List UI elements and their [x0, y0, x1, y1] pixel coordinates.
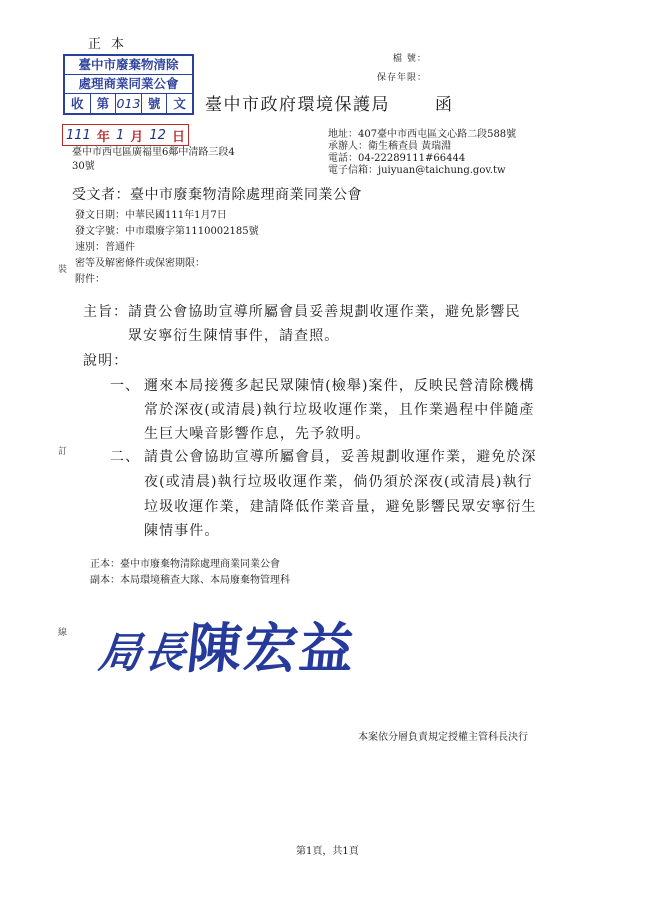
binding-mark: 訂	[58, 447, 68, 457]
stamp-number: 013	[116, 96, 141, 111]
retention-label: 保存年限：	[377, 73, 428, 83]
distribution-original: 正本：臺中市廢棄物清除處理商業同業公會	[90, 559, 280, 570]
stamp-cell: 文	[173, 96, 186, 111]
contact-handler: 承辦人：衛生稽查員 黃瑞淵	[328, 141, 452, 152]
subject-text: 眾安寧衍生陳情事件，請查照。	[128, 328, 340, 344]
signature-title: 局長	[96, 628, 190, 677]
subject-text: 請貴公會協助宣導所屬會員妥善規劃收運作業，避免影響民	[128, 304, 521, 320]
stamp-number-row	[65, 94, 192, 113]
attachments: 附件：	[75, 274, 105, 285]
stamp-cell: 收	[65, 94, 91, 113]
stamp-line2: 處理商業同業公會	[65, 75, 192, 94]
binding-mark: 裝	[58, 265, 68, 275]
page-indicator: 第1頁，共1頁	[296, 846, 359, 857]
stamp-line1: 臺中市廢棄物清除	[65, 56, 192, 75]
delegation-note: 本案依分層負責規定授權主管科長決行	[358, 732, 528, 743]
date-day: 12	[149, 127, 166, 143]
file-number-label: 檔 號：	[393, 54, 427, 64]
contact-address: 地址：407臺中市西屯區文心路二段588號	[328, 129, 517, 140]
issue-number: 發文字號：中市環廢字第1110002185號	[75, 226, 259, 237]
item-text: 夜(或清晨)執行垃圾收運作業，倘仍須於深夜(或清晨)執行	[144, 474, 533, 490]
issue-date: 發文日期：中華民國111年1月7日	[75, 210, 227, 221]
received-stamp	[63, 54, 194, 115]
delivery-speed: 速別：普通件	[75, 242, 135, 253]
stamp-cell: 第	[91, 94, 117, 113]
date-day-unit: 日	[171, 129, 185, 145]
item-number: 二、	[110, 449, 141, 465]
director-signature	[96, 606, 360, 683]
date-year: 111	[66, 127, 91, 143]
item-text: 垃圾收運作業，建請降低作業音量，避免影響民眾安寧衍生	[144, 499, 537, 515]
date-month: 1	[115, 127, 125, 143]
item-text: 常於深夜(或清晨)執行垃圾收運作業，且作業過程中伴隨產	[144, 402, 535, 418]
copy-type-label: 正本	[88, 37, 135, 52]
item-text: 陳情事件。	[144, 523, 220, 539]
recipient-address-line2: 30號	[72, 161, 95, 172]
agency-name: 臺中市政府環境保護局	[205, 95, 390, 115]
explanation-label: 說明：	[83, 353, 129, 369]
contact-phone: 電話：04-22289111#66444	[328, 153, 466, 164]
item-text: 生巨大噪音影響作息，先予敘明。	[144, 426, 371, 442]
recipient-line: 受文者：臺中市廢棄物清除處理商業同業公會	[72, 187, 362, 203]
item-text: 邇來本局接獲多起民眾陳情(檢舉)案件，反映民營清除機構	[144, 378, 535, 394]
item-number: 一、	[110, 378, 141, 394]
contact-email: 電子信箱：juiyuan@taichung.gov.tw	[328, 165, 506, 176]
signature-name: 陳宏益	[184, 617, 359, 680]
distribution-copy: 副本：本局環境稽查大隊、本局廢棄物管理科	[90, 575, 290, 586]
recipient-address-line1: 臺中市西屯區廣福里6鄰中清路三段4	[72, 147, 235, 158]
binding-mark: 線	[58, 628, 68, 638]
stamp-cell: 號	[142, 94, 168, 113]
security-level: 密等及解密條件或保密期限：	[75, 258, 205, 269]
date-month-unit: 月	[130, 129, 144, 145]
date-year-unit: 年	[96, 129, 110, 145]
subject-label: 主旨：	[83, 304, 128, 320]
item-text: 請貴公會協助宣導所屬會員，妥善規劃收運作業，避免於深	[144, 449, 537, 465]
received-date-box	[62, 124, 189, 146]
document-type: 函	[435, 95, 452, 115]
